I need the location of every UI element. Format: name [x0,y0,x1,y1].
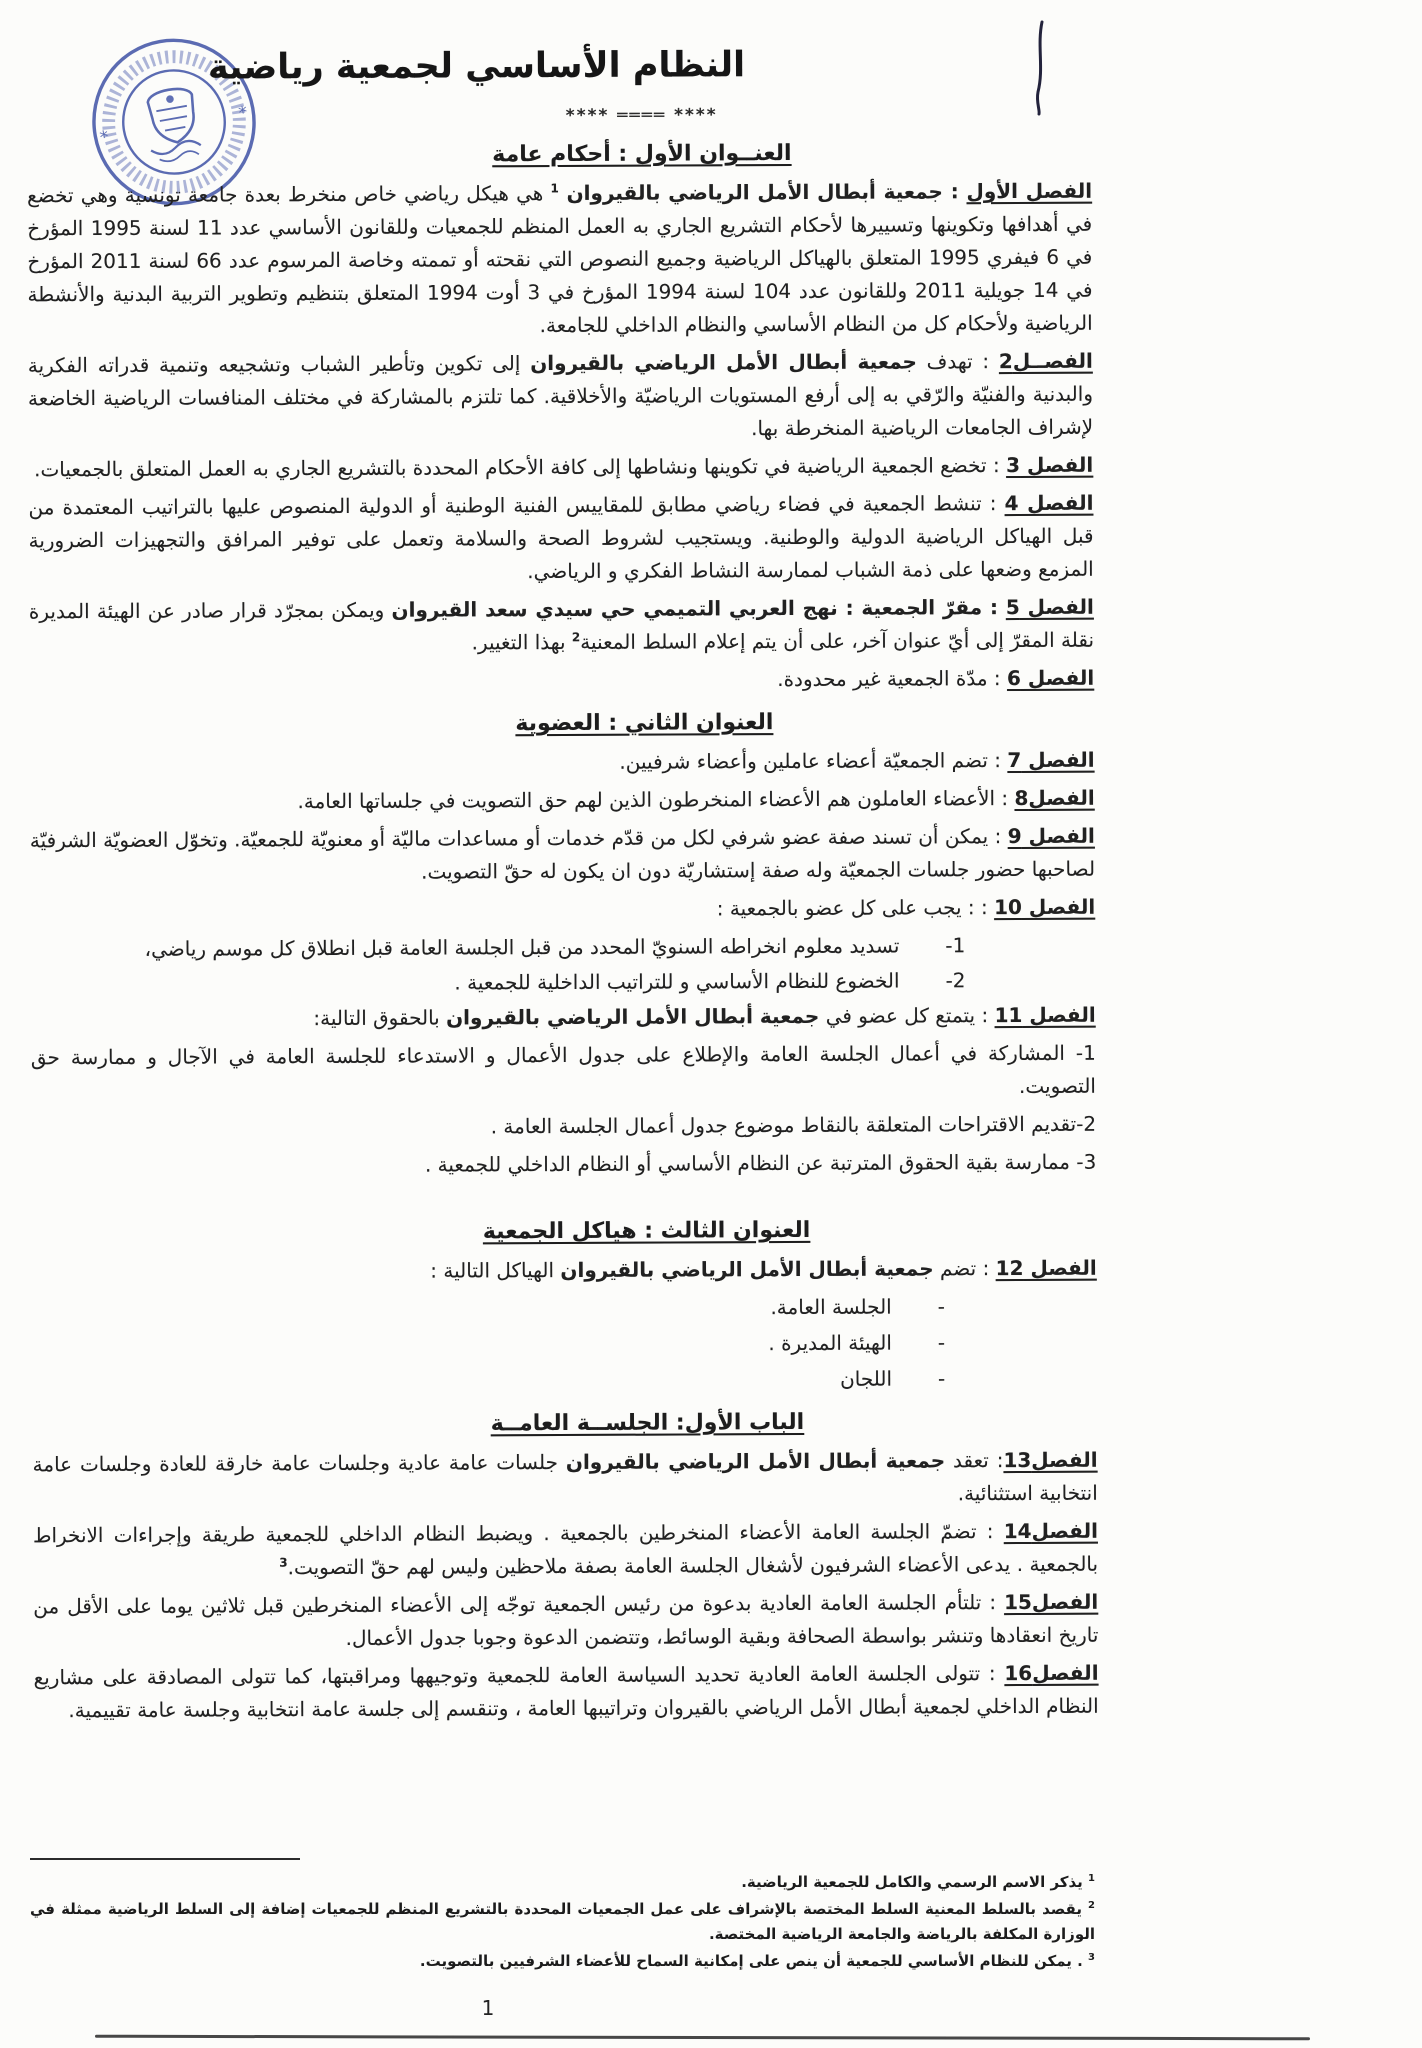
text-run: جمعية أبطال الأمل الرياضي بالقيروان [446,1003,820,1030]
text-run: : يمكن أن تسند صفة عضو شرفي لكل من قدّم خدمات أو مساعدات ماليّة أو معنويّة للجمعيّة. وتخوّل العضويّة الشرفيّة لصاحبها حضور جلسات الجمعيّة وله صفة إستشاريّة دون ان يكون له حقّ التصويت. [29,824,1096,884]
section-title-2 [194,709,1094,738]
text-run: : تضم الجمعيّة أعضاء عاملين وأعضاء شرفيين. [619,748,1008,774]
text-run: بهذا التغيير. [471,629,572,655]
list-marker: - [937,1294,945,1319]
svg-text:*: * [237,102,250,125]
scanner-edge-line-icon [95,2035,1310,2041]
footnote-ref: 1 [550,181,559,196]
footnote-marker-1: 1 [1088,1873,1095,1884]
footnote-text-2: يقصد بالسلط المعنية السلط المختصة بالإشراف على عمل الجمعيات المحددة بالتشريع المنظم للجمعيات إضافة إلى السلط الرياضية ممثلة في الوزارة المكلفة بالرياضة والجامعة الرياضية المختصة. [30,1900,1095,1943]
footnote-ref: 2 [571,630,581,645]
text-run: الهياكل التالية : [430,1258,561,1283]
footnote-text-1: يذكر الاسم الرسمي والكامل للجمعية الرياضية. [741,1873,1089,1891]
article-9 [30,820,1095,891]
chapter-title-1 [197,1409,1097,1438]
article-12 [32,1252,1097,1290]
text-run: الجلسة العامة. [770,1294,892,1320]
text-run: الفصل الأول [966,178,1093,204]
article-6 [29,662,1094,700]
text-run: الفصل 9 [1007,823,1095,849]
article-10-item-2 [30,964,965,1001]
text-run: : تضمّ الجلسة العامة الأعضاء المنخرطين بالجمعية . ويضبط النظام الداخلي للجمعية طريقة وإجراءات الانخراط بالجمعية . يدعى الأعضاء الشرفيون لأشغال الجلسة العامة بصفة ملاحظين وليس لهم حقّ التصويت. [32,1519,1099,1580]
text-run: : تضم [933,1256,996,1281]
footnote-marker-3: 3 [1088,1952,1095,1963]
text-run: الفصــل2 [998,348,1093,374]
article-11-item-3 [31,1146,1096,1184]
footnotes [30,1858,1095,1976]
article-12-item-3 [32,1362,945,1399]
text-run: جمعية أبطال الأمل الرياضي بالقيروان [558,179,944,206]
text-run: 2-تقديم الاقتراحات المتعلقة بالنقاط موضوع جدول أعمال الجلسة العامة . [490,1111,1097,1139]
footnote-marker-2: 2 [1088,1900,1095,1911]
text-run: بالحقوق التالية: [313,1005,447,1031]
section-title-1 [192,140,1092,169]
text-run: جمعية أبطال الأمل الرياضي بالقيروان [565,1448,946,1474]
text-run: الخضوع للنظام الأساسي و للتراتيب الداخلية للجمعية . [454,968,900,995]
article-5 [29,591,1094,662]
text-run: : تخضع الجمعية الرياضية في تكوينها ونشاطها إلى كافة الأحكام المحددة بالتشريع الجاري به العمل المتعلق بالجمعيات. [34,453,1007,482]
text-run: جمعية أبطال الأمل الرياضي بالقيروان [530,349,917,376]
text-run: : تلتأم الجلسة العامة العادية بدعوة من رئيس الجمعية توجّه إلى الأعضاء المنخرطين قبل ثلاثين يوما على الأقل من تاريخ انعقادها وتنشر بواسطة الصحافة وبقية الوسائط، وتتضمن الدعوة وجوبا جدول الأعمال. [33,1590,1099,1650]
text-run: الفصل15 [1003,1589,1099,1615]
text-run: : [942,179,967,204]
document-body [26,0,1099,1732]
title-ornament: **** ════ **** [565,105,718,126]
text-run: الفصل14 [1003,1518,1098,1544]
text-run: الهيئة المديرة . [768,1330,892,1356]
text-run: : تتولى الجلسة العامة العادية تحديد السياسة العامة للجمعية وتوجيهها ومراقبتها، كما تتولى المصادقة على مشاريع النظام الداخلي لجمعية أبطال الأمل الرياضي بالقيروان وتراتيبها العامة ، وتنقسم إلى جلسة عامة انتخابية وجلسة عامة تقييمية. [33,1661,1099,1723]
article-10 [30,891,1095,929]
text-run: : تنشط الجمعية في فضاء رياضي مطابق للمقاييس الفنية الوطنية أو الدولية المنصوص عليها بالتراتيب المعتمدة من قبل الهياكل الرياضية الدولية والوطنية. ويستجيب لشروط الصحة والسلامة وتعمل على توفير المرافق والتجهيزات الضرورية المزمع وضعها على ذمة الشباب لممارسة النشاط الفكري و الرياضي. [28,491,1094,584]
list-marker: 1- [945,933,966,958]
article-12-item-2 [32,1326,945,1363]
text-run: الفصل 11 [994,1002,1096,1028]
text-run: الفصل16 [1004,1660,1099,1686]
text-run: إلى تكوين وتأطير الشباب وتشجيعه وتنمية قدراته الفكرية والبدنية والفنيّة والرّقي به إلى أرفع المستويات الرياضيّة والأخلاقية. كما تلتزم بالمشاركة في مختلف المنافسات الرياضية الخاضعة لإشراف الجامعات الرياضية المنخرطة بها. [27,351,1094,441]
text-run: العنوان الثالث : هياكل الجمعية [482,1217,811,1245]
article-2 [28,345,1093,449]
text-run: 1- المشاركة في أعمال الجلسة العامة والإطلاع على جدول الأعمال و الاستدعاء للجلسة العامة في الآجال و ممارسة حق التصويت. [30,1040,1097,1099]
article-7 [29,744,1094,782]
text-run: جمعية أبطال الأمل الرياضي بالقيروان [560,1256,934,1283]
text-run: الباب الأول: الجلســة العامــة [490,1409,805,1437]
article-1 [27,175,1093,345]
article-11 [31,999,1096,1037]
text-run: جلسات عامة عادية وجلسات عامة خارقة للعادة وجلسات عامة انتخابية استثنائية. [32,1449,1098,1506]
footnote-separator [30,1858,300,1860]
text-run: ويمكن بمجرّد قرار صادر عن الهيئة المديرة نقلة المقرّ إلى أيّ عنوان آخر، على أن يتم إعلام السلط المعنية [28,597,1095,654]
svg-text:*: * [98,127,111,149]
article-3 [28,449,1093,487]
text-run: هي هيكل رياضي خاص منخرط بعدة جامعة تونسية وهي تخضع في أهدافها وتكوينها وتسييرها لأحكام التشريع الجاري به العمل المنظم للجمعيات وللقانون الأساسي عدد 11 لسنة 1995 المؤرخ في 6 فيفري 1995 المتعلق بالهياكل الرياضية وجميع النصوص التي نقحته أو تممته وخاصة المرسوم عدد 66 لسنة 2011 المؤرخ في 14 جويلية 2011 وللقانون عدد 104 لسنة 1994 المؤرخ في 3 أوت 1994 المتعلق بتنظيم وتطوير التربية البدنية والأنشطة الرياضية ولأحكام كل من النظام الأساسي والنظام الداخلي للجامعة. [27,181,1093,338]
article-11-item-2 [31,1108,1096,1146]
text-run: العنــوان الأول : أحكام عامة [492,140,792,168]
text-run: الفصل 3 [1006,452,1094,478]
document-title: النظام الأساسي لجمعية رياضية [207,45,746,88]
article-4 [28,487,1093,591]
text-run: : الأعضاء العاملون هم الأعضاء المنخرطون الذين لهم حق التصويت في جلساتها العامة. [297,786,1015,814]
text-run: مقرّ الجمعية : نهج العربي التميمي حي سيدي سعد القيروان [391,595,983,622]
article-11-item-1 [31,1037,1096,1108]
text-run: : تهدف [916,349,999,374]
text-run: الفصل 12 [995,1255,1097,1281]
text-run: الفصل 4 [1004,490,1094,516]
text-run: الفصل 6 [1006,665,1095,691]
section-title-3 [197,1217,1097,1246]
text-run: اللجان [840,1366,893,1391]
text-run: الفصل 7 [1007,747,1095,773]
footnote-text-3: . يمكن للنظام الأساسي للجمعية أن ينص على إمكانية السماح للأعضاء الشرفيين بالتصويت. [419,1952,1089,1970]
text-run: الفصل 5 [1005,594,1094,620]
text-run: : [982,595,1006,620]
text-run: تسديد معلوم انخراطه السنويّ المحدد من قبل الجلسة العامة قبل انطلاق كل موسم رياضي، [144,933,900,961]
page-number: 1 [481,1996,495,2020]
list-marker: - [937,1366,946,1391]
footnote-ref: 3 [279,1555,288,1570]
text-run: : : يجب على كل عضو بالجمعية : [716,895,995,921]
footnote-1 [30,1870,1095,1895]
footnote-3 [30,1949,1095,1974]
text-run: : مدّة الجمعية غير محدودة. [777,666,1008,692]
article-8 [30,782,1095,820]
article-14 [33,1515,1098,1586]
text-run: الفصل13 [1003,1447,1098,1473]
article-16 [33,1657,1098,1728]
article-15 [33,1586,1098,1657]
text-run: 3- ممارسة بقية الحقوق المترتبة عن النظام الأساسي أو النظام الداخلي للجمعية . [424,1149,1097,1177]
text-run: العنوان الثاني : العضوية [515,710,774,737]
article-13 [33,1444,1098,1515]
list-marker: - [937,1330,946,1355]
list-marker: 2- [945,968,966,993]
footnote-2 [30,1897,1095,1947]
text-run: الفصل8 [1014,785,1095,811]
article-12-item-1 [32,1290,945,1327]
text-run: الفصل 10 [994,894,1096,920]
text-run: : تعقد [945,1448,1004,1473]
article-10-item-1 [30,929,965,966]
text-run: : يتمتع كل عضو في [819,1003,995,1028]
